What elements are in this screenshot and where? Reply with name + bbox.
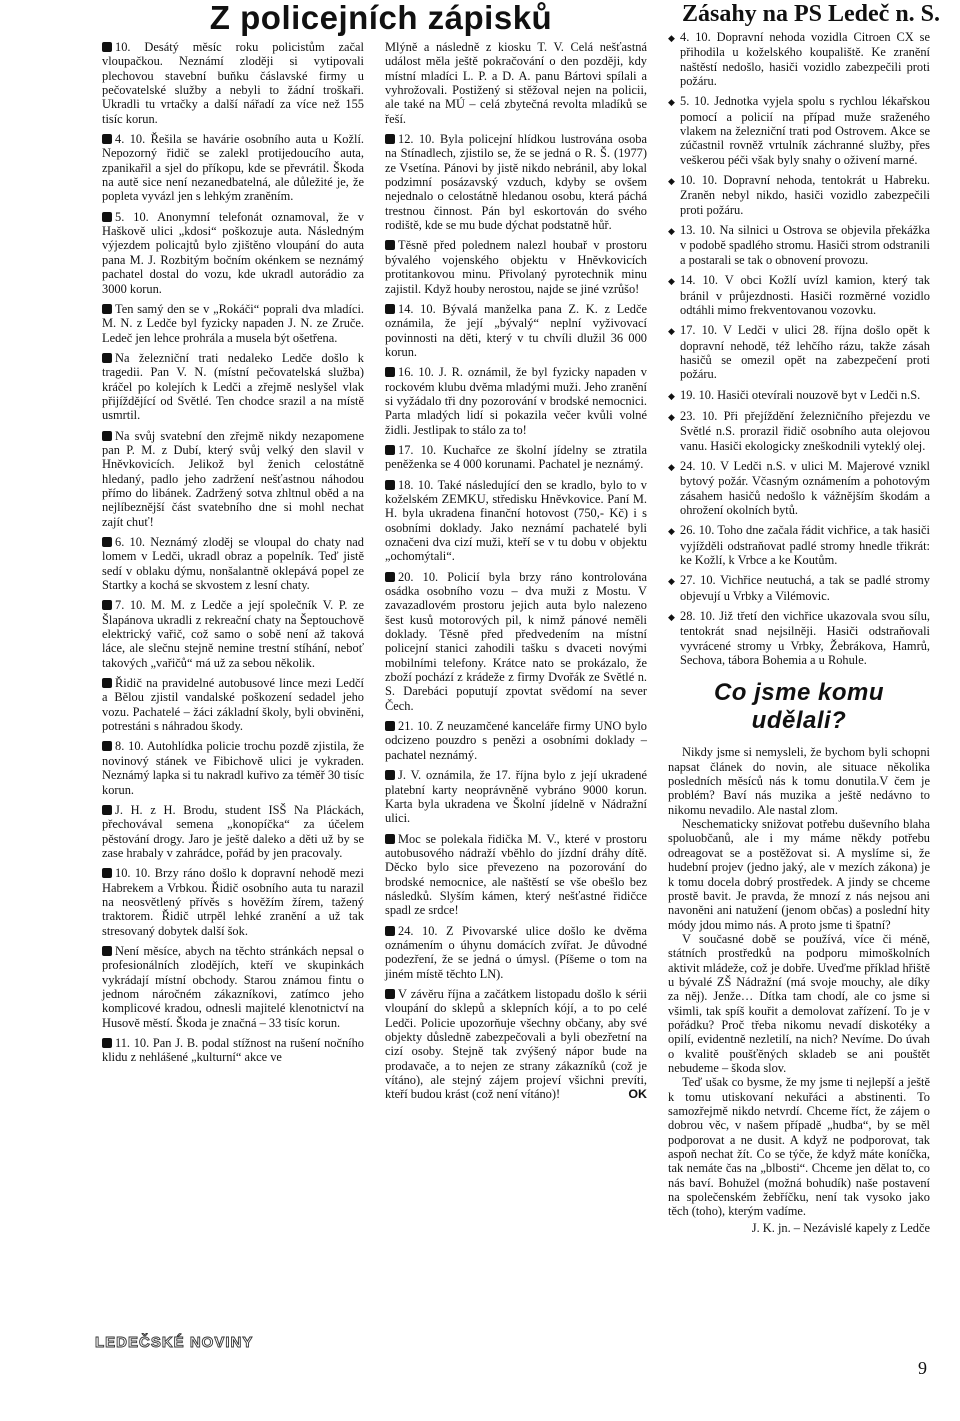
square-bullet-icon xyxy=(385,926,395,936)
square-bullet-icon xyxy=(385,721,395,731)
news-item-text: 24. 10. V Ledči n.S. v ulici M. Majerové vznikl bytový požár. Včasným oznámením a pohotovým zásahem hasičů nedošlo k vážnějším škodám a ohrožení okolních bytů. xyxy=(680,458,930,517)
square-bullet-icon xyxy=(385,134,395,144)
news-item-text: 20. 10. Policií byla brzy ráno kontrolována osádka osobního vozu – dva muži z Mostu. V zavazadlovém prostoru jejich auta bylo nalezeno šest kusů motorových pil, k nimž pánové neměli doklady. Těsně před předvedením na místní policejní stanici zahodili tašku s dvaceti novými mobilními telefony. Krátce nato se prokázalo, že zboží pochází z krádeže z firmy Dvořák ze Světlé n. S. Darebáci poputují zpovtat svědomí na sever Čech. xyxy=(385,569,647,713)
news-item-text: 14. 10. Bývalá manželka pana Z. K. z Ledče oznámila, že její „bývalý“ neplní vyživovací povinnosti na děti, který v tu chvíli dlužil 36 000 korun. xyxy=(385,301,647,359)
diamond-bullet-icon: ◆ xyxy=(668,612,675,623)
news-item xyxy=(102,535,364,592)
fire-column xyxy=(668,30,930,1235)
square-bullet-icon xyxy=(385,240,395,250)
news-item-text: 11. 10. Pan J. B. podal stížnost na rušení nočního klidu z nehlášené „kulturní“ akce ve xyxy=(102,1036,364,1065)
news-item-text: 10. Desátý měsíc roku policistům začal vloupačkou. Neznámí zloději si vytipovali plechovou stavební buňku čáslavské firmy u pečovatelské služby a nebyli to žádní troškaři. Ukradli tu vrtačky a další nářadí za více než 155 tisíc korun. xyxy=(102,40,364,126)
news-item-text: 8. 10. Autohlídka policie trochu pozdě zjistila, že novinový stánek ve Fibichově ulici je vykraden. Neznámý lapka si tu nakradl kuřivo za téměř 30 tisíc korun. xyxy=(102,739,364,797)
diamond-bullet-icon: ◆ xyxy=(668,411,675,422)
article-paragraph: Nikdy jsme si nemysleli, že bychom byli schopni napsat článek do novin, ale situace několika posledních měsíců nás k tomu donutila.V čem je problém? Baví nás muzika a ještě nedávno to nikomu nevadilo. Ale nastal zlom. xyxy=(668,745,930,817)
page-number: 9 xyxy=(918,1358,927,1378)
news-item-text: 12. 10. Byla policejní hlídkou lustrována osoba na Stínadlech, zjistilo se, že se jedná o R. Š. (1977) ze Vsetína. Pánovi by jistě nikdo nebránil, aby lokal podzimní posázavský vzduch, kdyby se ovšem nejednalo o celostátně hledanou osobu, která páchá trestnou činnost. Pán byl eskortován do svého rodiště, kde se mu bude dýchat podstatně hůř. xyxy=(385,132,647,233)
news-item-text: 17. 10. V Ledči v ulici 28. října došlo opět k dopravní nehodě, též lehčího rázu, takže zásah hasičů se omezil opět na zabezpečení proti požáru. xyxy=(680,323,930,382)
author-signature: OK xyxy=(628,1087,647,1102)
article-heading: Co jsme komu udělali? xyxy=(713,679,885,735)
article-signature: J. K. jn. – Nezávislé kapely z Ledče xyxy=(751,1220,930,1235)
square-bullet-icon xyxy=(102,1038,112,1048)
news-item xyxy=(385,365,647,437)
news-item-text: J. H. z H. Brodu, student ISŠ Na Pláckách, přechovával semena „konopíčka“ za účelem pěstování drogy. Jaro je ještě daleko a děti už by se zase hrabaly v zahrádce, pořád by jen pracovaly. xyxy=(102,802,364,860)
news-item xyxy=(102,1036,364,1065)
square-bullet-icon xyxy=(385,989,395,999)
news-item xyxy=(102,944,364,1030)
col2-items xyxy=(385,132,647,1102)
news-item xyxy=(668,409,930,453)
news-item xyxy=(668,223,930,267)
square-bullet-icon xyxy=(102,353,112,363)
news-item-text: 27. 10. Vichřice neutuchá, a tak se padlé stromy objevují u Vrbky a Vilémovic. xyxy=(680,573,930,603)
news-item-text: 24. 10. Z Pivovarské ulice došlo ke dvěma oznámením o úhynu domácích zvířat. Je důvodné podezření, že se jedná o úmysl. (Píšeme o tom na jiném místě těchto LN). xyxy=(385,923,647,981)
news-item xyxy=(385,132,647,232)
news-item-text: Ten samý den se v „Rokáči“ poprali dva mladíci. M. N. z Ledče byl fyzicky napaden J. N. ze Zruče. Ledeč jen lehce prohrála a musela být ošetřena. xyxy=(102,301,364,345)
square-bullet-icon xyxy=(102,304,112,314)
police-column-1 xyxy=(102,40,364,1071)
newspaper-logo xyxy=(95,1330,285,1352)
article-body xyxy=(668,745,930,1235)
news-item-text: 28. 10. Již třetí den vichřice ukazovala svou sílu, tentokrát snad nejsilněji. Hasiči odstraňovali vyvrácené stromy u Vrbky, Žebrákova, Hamrů, Sechova, tábora Bohemia a u Rohule. xyxy=(680,609,930,668)
news-item-text: 21. 10. Z neuzamčené kanceláře firmy UNO bylo odcizeno pouzdro s penězi a osobními doklady – pachatel neznámý. xyxy=(385,719,647,762)
square-bullet-icon xyxy=(102,946,112,956)
news-item xyxy=(385,924,647,981)
news-item xyxy=(102,40,364,126)
news-item-text: Těsně před polednem nalezl houbař v prostoru bývalého vojenského objektu v Hněvkovicích protitankovou minu. Přivolaný pyrotechnik minu zajistil. Když houby nerostou, najde se jiné vzrůšo! xyxy=(385,238,647,296)
square-bullet-icon xyxy=(102,537,112,547)
news-item xyxy=(102,132,364,204)
square-bullet-icon xyxy=(385,834,395,844)
left-section-title: Z policejních zápisků xyxy=(209,0,553,36)
news-item-text: 6. 10. Neznámý zloděj se vloupal do chaty nad lomem v Ledči, ukradl obraz a popelník. Teď jistě sedí v oblaku dýmu, nonšalantně oklepává popel ze Startky a kochá se skvostem z lesní chaty. xyxy=(102,535,364,593)
news-item-text: 26. 10. Toho dne začala řádit vichřice, a tak hasiči vyjížděli odstraňovat padlé stromy hnedle třikrát: ke Kožlí, k Vrbce a ke Koutům. xyxy=(680,523,930,567)
article-paragraph: Teď ušak co bysme, že my jsme ti nejlepší a ještě k tomu utiskovaní nekuřáci a abstinenti. To samozřejmě nikdo netvrdí. Chceme říct, že zájem o dobrou věc, v našem případě „hudba“, by se měl podporovat a ne dusit. A když ne podporovat, tak aspoň nechat žít. Co se týče, že když máte koníčka, tak nemáte čas na „blbosti“. Chceme jen dělat to, co nás baví. Bohužel (možná bohudík) naše postavení na společenském žebříčku, není tak vysoko jako těch (toho), kterým vadíme. xyxy=(668,1075,930,1219)
square-bullet-icon xyxy=(385,572,395,582)
diamond-bullet-icon: ◆ xyxy=(668,576,675,587)
news-item xyxy=(668,30,930,88)
diamond-bullet-icon: ◆ xyxy=(668,97,675,108)
square-bullet-icon xyxy=(102,805,112,815)
news-item xyxy=(668,323,930,381)
news-item xyxy=(385,238,647,295)
diamond-bullet-icon: ◆ xyxy=(668,33,675,43)
square-bullet-icon xyxy=(102,134,112,144)
fire-items xyxy=(668,30,930,667)
news-item-text: 19. 10. Hasiči otevírali nouzově byt v Ledči n.S. xyxy=(680,387,921,402)
news-item xyxy=(668,523,930,567)
diamond-bullet-icon: ◆ xyxy=(668,276,675,287)
news-item-text: 7. 10. M. M. z Ledče a její společník V. P. ze Šlapánova ukradli z rekreační chaty na Šeptouchově elektrický vařič, což samo o sobě není až taková láce, ale slečnu stejně nemine trestní stíhání, neboť takových „vařičů“ má už za sebou několik. xyxy=(102,598,364,670)
square-bullet-icon xyxy=(102,212,112,222)
square-bullet-icon xyxy=(102,741,112,751)
news-item xyxy=(668,388,930,403)
news-item-text: J. V. oznámila, že 17. října bylo z její ukradené platební karty neoprávněně vybráno 9000 korun. Karta byla ukradena ve Školní jídelně v Nádražní ulici. xyxy=(385,768,647,826)
news-item xyxy=(102,803,364,860)
col2-lead-paragraph: Mlýně a následně z kiosku T. V. Celá nešťastná událost měla ještě pokračování o den později, kdy místní mladíci L. P. a D. A. panu Bártovi spílali a vyhrožovali. Postižený si stěžoval nejen na policii, ale také na MÚ – celá zbytečná revolta mladíků se řeší. xyxy=(385,40,647,126)
news-item-text: 13. 10. Na silnici u Ostrova se objevila překážka v podobě spadlého stromu. Hasiči strom odstranili a postarali se tak o obnovení provozu. xyxy=(680,223,930,267)
right-section-title: Zásahy na PS Ledeč n. S. xyxy=(681,1,941,27)
square-bullet-icon xyxy=(102,600,112,610)
square-bullet-icon xyxy=(102,431,112,441)
police-column-2 xyxy=(385,40,647,1108)
news-item-text: 16. 10. J. R. oznámil, že byl fyzicky napaden v rockovém klubu dvěma mladými muži. Jeho zranění si vyžádalo tři dny pozorování v brodské nemocnici. Parta mladých lidí si pokazila večer kvůli volné židli. Jestlipak to stálo za to! xyxy=(385,365,647,437)
news-item xyxy=(385,719,647,762)
square-bullet-icon xyxy=(102,868,112,878)
news-item xyxy=(668,273,930,317)
news-item-text: 14. 10. V obci Kožlí uvízl kamion, který tak bránil v průjezdnosti. Hasiči rozměrné vozidlo odtáhli mimo frekventovanou vozovku. xyxy=(680,273,930,317)
news-item xyxy=(102,598,364,670)
news-item xyxy=(102,210,364,296)
newspaper-logo-text: LEDEČSKÉ NOVINY xyxy=(95,1334,254,1351)
news-item-text: 4. 10. Dopravní nehoda vozidla Citroen CX se přihodila u koželského koupaliště. Ke zranění naštěstí nedošlo, hasiči vozidlo zabezpečili proti požáru. xyxy=(680,30,930,89)
news-item-text: 5. 10. Jednotka vyjela spolu s rychlou lékařskou pomocí a policií na případ muže sraženého vlakem na železniční trati pod Ostrovem. Akce se zúčastnil rovněž vrtulník záchranné služby, přes veškerou péči však byly snahy o oživení marné. xyxy=(680,94,930,167)
news-item xyxy=(102,429,364,529)
diamond-bullet-icon: ◆ xyxy=(668,326,675,337)
diamond-bullet-icon: ◆ xyxy=(668,461,675,472)
news-item xyxy=(385,570,647,713)
news-item xyxy=(102,351,364,423)
news-item xyxy=(385,768,647,825)
news-item-text: Na železniční trati nedaleko Ledče došlo k tragedii. Pan V. N. (místní pečovatelská služba) kráčel po kolejích k Ledči a zřejmě neslyšel vlak přijíždějící od Světlé. Ten chodce srazil a na místě usmrtil. xyxy=(102,350,364,423)
news-item-text: 4. 10. Řešila se havárie osobního auta u Kožlí. Nepozorný řidič se zalekl protijedoucího auta, zpanikařil a sjel do příkopu, kde se převrátil. Škoda na autě sice není nezanedbatelná, ale důležité je, že popleta vyvázl jen s lehkým zraněním. xyxy=(102,132,364,204)
news-item-text: Není měsíce, abych na těchto stránkách nepsal o profesionálních zlodějích, kteří ve skupinkách vykrádají místní obchody. Starou známou fintu o jednom náročném zákazníkovi, zatímco jeho komplicové kradou, odnesli majitelé klenotnictví na Husově městí. Škoda je značná – 33 tisíc korun. xyxy=(102,943,364,1030)
news-item xyxy=(102,676,364,733)
news-item xyxy=(668,609,930,667)
square-bullet-icon xyxy=(385,445,395,455)
article-paragraph: Neschematicky snižovat potřebu duševního blaha spoluobčanů, ale i my máme někdy potřebu odreagovat se a postěžovat si. A myslíme si, že hudební projev (jedno jaký, ale v mezích zákona) je k tomu docela dobrý prostředek. A jindy se chceme prostě bavit. Je pravda, že mnozí z nás nejsou ani navoněni ani natužení (jenom občas) a poslední hity módy jdou mimo nás. A proto jsme ti špatní? xyxy=(668,817,930,932)
news-item xyxy=(385,478,647,564)
news-item xyxy=(385,443,647,472)
square-bullet-icon xyxy=(385,480,395,490)
news-item xyxy=(102,302,364,345)
square-bullet-icon xyxy=(385,304,395,314)
news-item-text: Moc se polekala řidička M. V., které v prostoru autobusového nádraží vběhlo do jízdní dráhy dítě. Děcko bylo sice převezeno na pozorování do brodské nemocnice, ale naštěstí se vše obešlo bez následků. Slyším kámen, který nešťastné řidičce spadl ze srdce! xyxy=(385,831,647,918)
diamond-bullet-icon: ◆ xyxy=(668,176,675,187)
news-item xyxy=(385,302,647,359)
square-bullet-icon xyxy=(385,770,395,780)
news-item-text: V závěru října a začátkem listopadu došlo k sérii vloupání do sklepů a sklepních kójí, a to po celé Ledči. Policie upozorňuje všechny občany, aby své objekty důsledně zabezpečovali a byli obezřetní na cizí osoby. Stejně tak zvýšený nápor bude na prodavače, a to nejen ze strany zákazníků (což je vítáno), ale stejný zájem projeví všichni prevíti, kteří budou krást (což není vítáno)! xyxy=(385,986,647,1102)
news-item xyxy=(385,832,647,918)
news-item-text: Řidič na pravidelné autobusové lince mezi Ledčí a Bělou zjistil vandalské poškození sedadel jeho vozu. Pachatelé – žáci základní školy, byli obviněni, potrestáni s náhradou škody. xyxy=(102,676,364,734)
square-bullet-icon xyxy=(385,367,395,377)
diamond-bullet-icon: ◆ xyxy=(668,390,675,401)
news-item xyxy=(668,173,930,217)
diamond-bullet-icon: ◆ xyxy=(668,226,675,237)
news-item-text: 10. 10. Brzy ráno došlo k dopravní nehodě mezi Habrekem a Vrbkou. Řidič osobního auta tu narazil na neosvětlený přívěs s hověžím žírem, tažený traktorem. Řidič utrpěl lehké zranění a už tak stresovaný dobytek další šok. xyxy=(102,866,364,938)
news-item xyxy=(102,739,364,796)
news-item xyxy=(668,459,930,517)
news-item xyxy=(668,94,930,167)
news-item-text: 23. 10. Při přejíždění železničního přejezdu ve Světlé n.S. prorazil řidič osobního auta olejovou vanu. Hasiči ekologicky zneškodnili vyteklý olej. xyxy=(680,408,930,453)
news-item-text: 18. 10. Také následující den se kradlo, bylo to v koželském ZEMKU, středisku Hněvkovice. Paní M. H. byla ukradena finanční hotovost (750,- Kč) i s osobními doklady. Jako neznámí pachatelé byli označeni dva cizí muži, kteří se v tu dobu v objektu „ochomýtali“. xyxy=(385,477,647,564)
article-paragraph: V současné době se používá, více či méně, státních prostředků na podporu mimoškolních aktivit mládeže, což je dobře. Uveďme příklad hřiště u bývalé ZŠ Nádražní (má svoje mouchy, ale díky za něj). Jenže… Dítka tam chodí, ale co jsme si všimli, tak spíš kouřit a demolovat zařízení. To je v pořádku? Proč třeba nikomu nevadí diskotéky a opilí, evidentně nezletilí, na nich? Nevíme. Do úvah o kvalitě poušťěných skladeb se ani pouštět nebudeme – škoda slov. xyxy=(668,931,930,1075)
news-item xyxy=(668,573,930,603)
news-item-text: Na svůj svatební den zřejmě nikdy nezapomene pan P. M. z Dubí, který svůj velký den slavil v Hněvkovicích. Jelikož byl ženich celostátně hledaný, padlo jeho zadržení nešťastnou náhodou přímo do libánek. Zadržený sotva zhltnul oběd a na nejlíbeznější část svatebního dne si mohl nechat zajít chuť! xyxy=(102,428,364,529)
square-bullet-icon xyxy=(102,42,112,52)
news-item xyxy=(385,987,647,1102)
news-item xyxy=(102,866,364,938)
news-item-text: 5. 10. Anonymní telefonát oznamoval, že v Haškově ulici „kdosi“ poškozuje auta. Následným výjezdem policajtů bylo zjištěno vloupání do auta pana M. J. Rozbitým bočním okénkem se neznámý pachatel dostal do vozu, kde ukradl autorádio za 3000 korun. xyxy=(102,209,364,296)
news-item-text: 10. 10. Dopravní nehoda, tentokrát u Habreku. Zraněn nebyl nikdo, hasiči vozidlo zabezpečili proti požáru. xyxy=(680,173,930,217)
news-item-text: 17. 10. Kuchařce ze školní jídelny se ztratila peněženka se 4 000 korunami. Pachatel je neznámý. xyxy=(385,442,647,472)
diamond-bullet-icon: ◆ xyxy=(668,526,675,537)
square-bullet-icon xyxy=(102,678,112,688)
